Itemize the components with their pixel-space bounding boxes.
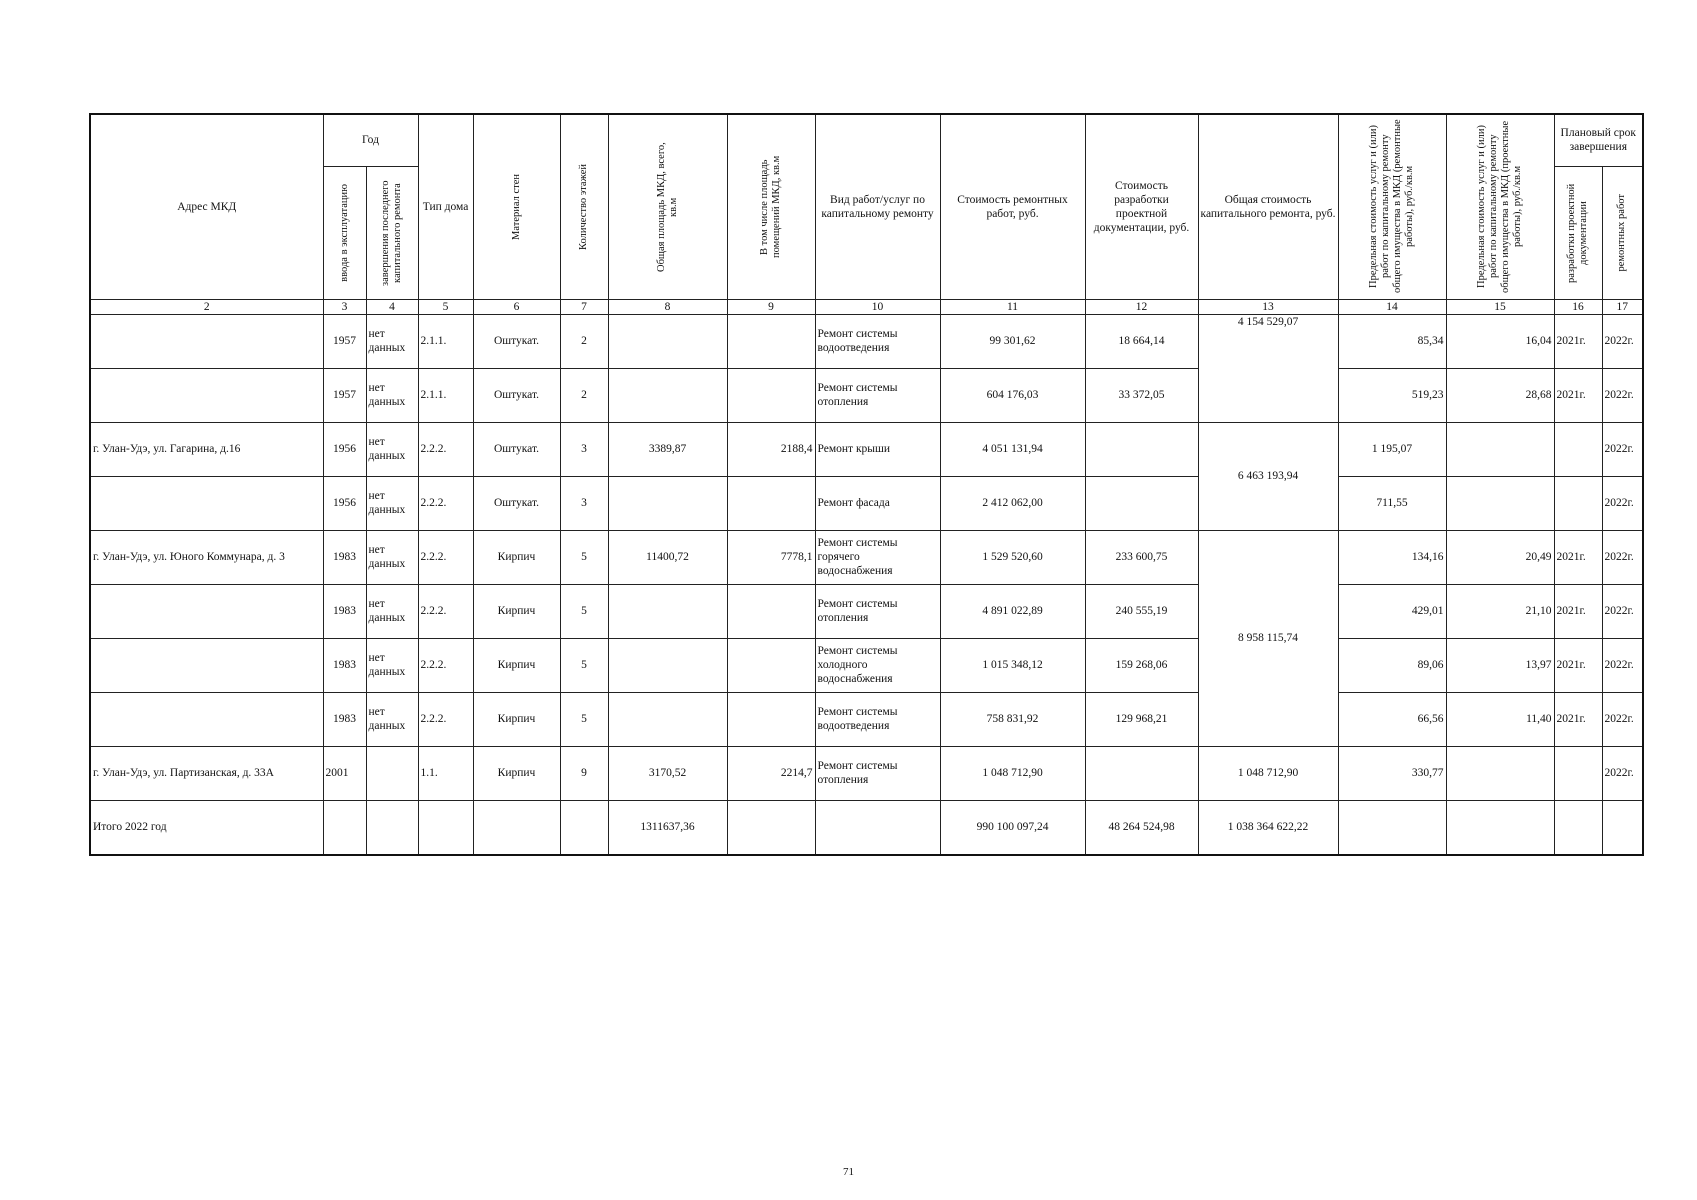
cell-premises-area: 2188,4 (727, 422, 815, 476)
column-number: 10 (815, 299, 940, 314)
cell-limit-design: 16,04 (1446, 314, 1554, 368)
total-label: Итого 2022 год (90, 800, 323, 855)
cell-total-area (608, 476, 727, 530)
cell-material: Кирпич (473, 530, 560, 584)
header-year-commission-text: ввода в эксплуатацию (338, 183, 350, 282)
cell-last-repair: нет данных (366, 368, 418, 422)
cell-deadline-design: 2021г. (1554, 368, 1602, 422)
header-year-group: Год (323, 114, 418, 166)
cell-material: Кирпич (473, 638, 560, 692)
cell-design-cost: 233 600,75 (1085, 530, 1198, 584)
empty-cell (560, 800, 608, 855)
empty-cell (366, 800, 418, 855)
cell-material: Оштукат. (473, 422, 560, 476)
cell-address (90, 584, 323, 638)
cell-work-type: Ремонт системы отопления (815, 584, 940, 638)
cell-year: 1957 (323, 314, 366, 368)
cell-repair-cost: 4 891 022,89 (940, 584, 1085, 638)
cell-year: 1983 (323, 530, 366, 584)
cell-limit-repair: 330,77 (1338, 746, 1446, 800)
cell-year: 1957 (323, 368, 366, 422)
cell-deadline-design: 2021г. (1554, 692, 1602, 746)
column-number: 8 (608, 299, 727, 314)
cell-work-type: Ремонт системы отопления (815, 746, 940, 800)
cell-floors: 3 (560, 476, 608, 530)
cell-year: 2001 (323, 746, 366, 800)
cell-premises-area (727, 368, 815, 422)
cell-last-repair: нет данных (366, 422, 418, 476)
total-capital-cost: 1 038 364 622,22 (1198, 800, 1338, 855)
cell-address (90, 638, 323, 692)
table-row (90, 638, 1643, 692)
cell-design-cost: 129 968,21 (1085, 692, 1198, 746)
table-row (90, 314, 1643, 368)
cell-year: 1956 (323, 476, 366, 530)
column-number: 17 (1602, 299, 1643, 314)
cell-last-repair: нет данных (366, 530, 418, 584)
cell-last-repair (366, 746, 418, 800)
cell-premises-area: 7778,1 (727, 530, 815, 584)
cell-deadline-repair: 2022г. (1602, 368, 1643, 422)
column-number: 3 (323, 299, 366, 314)
column-number: 16 (1554, 299, 1602, 314)
header-wall-material-text: Материал стен (510, 173, 522, 240)
cell-work-type: Ремонт фасада (815, 476, 940, 530)
empty-cell (1602, 800, 1643, 855)
header-total-cost: Общая стоимость капитального ремонта, руб. (1198, 114, 1338, 299)
header-wall-material (473, 114, 560, 299)
cell-limit-design: 28,68 (1446, 368, 1554, 422)
cell-address (90, 692, 323, 746)
cell-total-area (608, 638, 727, 692)
cell-work-type: Ремонт системы горячего водоснабжения (815, 530, 940, 584)
table-row (90, 422, 1643, 476)
cell-deadline-repair: 2022г. (1602, 584, 1643, 638)
column-number: 15 (1446, 299, 1554, 314)
empty-cell (418, 800, 473, 855)
column-number: 12 (1085, 299, 1198, 314)
cell-last-repair: нет данных (366, 476, 418, 530)
cell-limit-design: 20,49 (1446, 530, 1554, 584)
cell-material: Оштукат. (473, 476, 560, 530)
cell-limit-repair: 66,56 (1338, 692, 1446, 746)
header-deadline-design (1554, 166, 1602, 299)
cell-deadline-design: 2021г. (1554, 638, 1602, 692)
header-premises-area-text: В том числе площадь помещений МКД, кв.м (759, 155, 783, 258)
cell-work-type: Ремонт системы холодного водоснабжения (815, 638, 940, 692)
cell-total-area (608, 584, 727, 638)
cell-design-cost: 159 268,06 (1085, 638, 1198, 692)
cell-address: г. Улан-Удэ, ул. Партизанская, д. 33А (90, 746, 323, 800)
cell-house-type: 2.2.2. (418, 584, 473, 638)
cell-total-cost: 4 154 529,07 (1198, 314, 1338, 422)
cell-design-cost (1085, 476, 1198, 530)
cell-deadline-repair: 2022г. (1602, 530, 1643, 584)
cell-repair-cost: 99 301,62 (940, 314, 1085, 368)
cell-house-type: 2.1.1. (418, 314, 473, 368)
cell-deadline-repair: 2022г. (1602, 314, 1643, 368)
cell-address (90, 314, 323, 368)
cell-limit-repair: 134,16 (1338, 530, 1446, 584)
cell-address (90, 368, 323, 422)
cell-house-type: 2.2.2. (418, 476, 473, 530)
cell-total-area: 11400,72 (608, 530, 727, 584)
header-deadline-group: Плановый срок завершения (1554, 114, 1643, 166)
empty-cell (323, 800, 366, 855)
cell-premises-area (727, 314, 815, 368)
cell-floors: 5 (560, 530, 608, 584)
empty-cell (727, 800, 815, 855)
cell-year: 1983 (323, 692, 366, 746)
header-limit-repair (1338, 114, 1446, 299)
cell-deadline-repair: 2022г. (1602, 476, 1643, 530)
cell-premises-area (727, 638, 815, 692)
cell-limit-design: 13,97 (1446, 638, 1554, 692)
header-limit-repair-text: Предельная стоимость услуг и (или) работ по капитальному ремонту общего имущества в МКД (ремонтные работы), руб./кв.м (1368, 119, 1416, 294)
header-limit-design-text: Предельная стоимость услуг и (или) работ по капитальному ремонту общего имущества в МКД (проектные работы), руб./кв.м (1476, 120, 1524, 293)
cell-material: Оштукат. (473, 314, 560, 368)
cell-year: 1956 (323, 422, 366, 476)
cell-total-area: 3389,87 (608, 422, 727, 476)
header-floors-text: Количество этажей (578, 163, 590, 250)
cell-address: г. Улан-Удэ, ул. Юного Коммунара, д. 3 (90, 530, 323, 584)
cell-address: г. Улан-Удэ, ул. Гагарина, д.16 (90, 422, 323, 476)
cell-repair-cost: 604 176,03 (940, 368, 1085, 422)
table-row (90, 692, 1643, 746)
cell-total-area (608, 368, 727, 422)
cell-deadline-repair: 2022г. (1602, 638, 1643, 692)
empty-cell (1446, 800, 1554, 855)
header-total-area (608, 114, 727, 299)
cell-deadline-design (1554, 746, 1602, 800)
cell-repair-cost: 758 831,92 (940, 692, 1085, 746)
cell-total-cost: 6 463 193,94 (1198, 422, 1338, 530)
cell-repair-cost: 2 412 062,00 (940, 476, 1085, 530)
header-deadline-repair-text: ремонтных работ (1616, 193, 1628, 272)
cell-design-cost: 33 372,05 (1085, 368, 1198, 422)
cell-material: Оштукат. (473, 368, 560, 422)
cell-deadline-design: 2021г. (1554, 314, 1602, 368)
header-repair-cost: Стоимость ремонтных работ, руб. (940, 114, 1085, 299)
cell-limit-repair: 85,34 (1338, 314, 1446, 368)
cell-design-cost: 18 664,14 (1085, 314, 1198, 368)
header-deadline-repair (1602, 166, 1643, 299)
page-number: 71 (843, 1166, 854, 1178)
cell-floors: 3 (560, 422, 608, 476)
table-row (90, 368, 1643, 422)
cell-limit-design (1446, 422, 1554, 476)
table-row (90, 584, 1643, 638)
column-number: 13 (1198, 299, 1338, 314)
cell-house-type: 2.2.2. (418, 530, 473, 584)
cell-last-repair: нет данных (366, 584, 418, 638)
cell-limit-repair: 89,06 (1338, 638, 1446, 692)
cell-total-area (608, 314, 727, 368)
total-area: 1311637,36 (608, 800, 727, 855)
header-limit-design (1446, 114, 1554, 299)
cell-house-type: 2.2.2. (418, 692, 473, 746)
cell-repair-cost: 1 529 520,60 (940, 530, 1085, 584)
total-design-cost: 48 264 524,98 (1085, 800, 1198, 855)
cell-deadline-design (1554, 476, 1602, 530)
cell-floors: 5 (560, 584, 608, 638)
cell-total-cost: 8 958 115,74 (1198, 530, 1338, 746)
total-row (90, 800, 1643, 855)
column-number: 5 (418, 299, 473, 314)
cell-house-type: 2.1.1. (418, 368, 473, 422)
table-row (90, 476, 1643, 530)
column-number: 7 (560, 299, 608, 314)
cell-house-type: 1.1. (418, 746, 473, 800)
column-number: 9 (727, 299, 815, 314)
cell-total-area (608, 692, 727, 746)
cell-work-type: Ремонт системы отопления (815, 368, 940, 422)
header-floors (560, 114, 608, 299)
cell-total-area: 3170,52 (608, 746, 727, 800)
header-year-last-repair (366, 166, 418, 299)
column-number: 4 (366, 299, 418, 314)
cell-limit-repair: 429,01 (1338, 584, 1446, 638)
cell-material: Кирпич (473, 692, 560, 746)
cell-material: Кирпич (473, 584, 560, 638)
cell-floors: 2 (560, 314, 608, 368)
cell-last-repair: нет данных (366, 692, 418, 746)
cell-premises-area (727, 584, 815, 638)
header-design-cost: Стоимость разработки проектной документации, руб. (1085, 114, 1198, 299)
cell-deadline-repair: 2022г. (1602, 422, 1643, 476)
cell-floors: 5 (560, 692, 608, 746)
cell-premises-area (727, 692, 815, 746)
header-work-type: Вид работ/услуг по капитальному ремонту (815, 114, 940, 299)
capital-repair-table (89, 113, 1644, 856)
header-year-last-repair-text: завершения последнего капитального ремонта (380, 179, 403, 286)
header-premises-area (727, 114, 815, 299)
column-number: 6 (473, 299, 560, 314)
cell-limit-repair: 519,23 (1338, 368, 1446, 422)
cell-last-repair: нет данных (366, 314, 418, 368)
cell-limit-design (1446, 476, 1554, 530)
empty-cell (1338, 800, 1446, 855)
cell-design-cost (1085, 746, 1198, 800)
cell-design-cost: 240 555,19 (1085, 584, 1198, 638)
header-deadline-design-text: разработки проектной документации (1566, 182, 1590, 283)
table-row (90, 746, 1643, 800)
cell-deadline-design (1554, 422, 1602, 476)
cell-floors: 5 (560, 638, 608, 692)
header-total-area-text: Общая площадь МКД, всего, кв.м (655, 141, 679, 272)
cell-limit-design: 21,10 (1446, 584, 1554, 638)
empty-cell (1554, 800, 1602, 855)
cell-deadline-repair: 2022г. (1602, 692, 1643, 746)
cell-design-cost (1085, 422, 1198, 476)
column-number: 11 (940, 299, 1085, 314)
cell-floors: 2 (560, 368, 608, 422)
cell-work-type: Ремонт крыши (815, 422, 940, 476)
empty-cell (473, 800, 560, 855)
table-row (90, 530, 1643, 584)
header-address: Адрес МКД (90, 114, 323, 299)
cell-premises-area (727, 476, 815, 530)
cell-premises-area: 2214,7 (727, 746, 815, 800)
cell-year: 1983 (323, 584, 366, 638)
cell-limit-repair: 1 195,07 (1338, 422, 1446, 476)
cell-repair-cost: 1 015 348,12 (940, 638, 1085, 692)
cell-limit-design (1446, 746, 1554, 800)
cell-year: 1983 (323, 638, 366, 692)
cell-deadline-design: 2021г. (1554, 530, 1602, 584)
column-number: 14 (1338, 299, 1446, 314)
cell-last-repair: нет данных (366, 638, 418, 692)
cell-house-type: 2.2.2. (418, 638, 473, 692)
cell-limit-design: 11,40 (1446, 692, 1554, 746)
column-number: 2 (90, 299, 323, 314)
header-year-commission (323, 166, 366, 299)
empty-cell (815, 800, 940, 855)
cell-total-cost: 1 048 712,90 (1198, 746, 1338, 800)
cell-house-type: 2.2.2. (418, 422, 473, 476)
cell-repair-cost: 4 051 131,94 (940, 422, 1085, 476)
cell-deadline-repair: 2022г. (1602, 746, 1643, 800)
total-repair-cost: 990 100 097,24 (940, 800, 1085, 855)
cell-material: Кирпич (473, 746, 560, 800)
cell-limit-repair: 711,55 (1338, 476, 1446, 530)
cell-address (90, 476, 323, 530)
cell-work-type: Ремонт системы водоотведения (815, 314, 940, 368)
cell-repair-cost: 1 048 712,90 (940, 746, 1085, 800)
column-number-row (90, 299, 1643, 314)
cell-floors: 9 (560, 746, 608, 800)
header-house-type: Тип дома (418, 114, 473, 299)
cell-work-type: Ремонт системы водоотведения (815, 692, 940, 746)
cell-deadline-design: 2021г. (1554, 584, 1602, 638)
